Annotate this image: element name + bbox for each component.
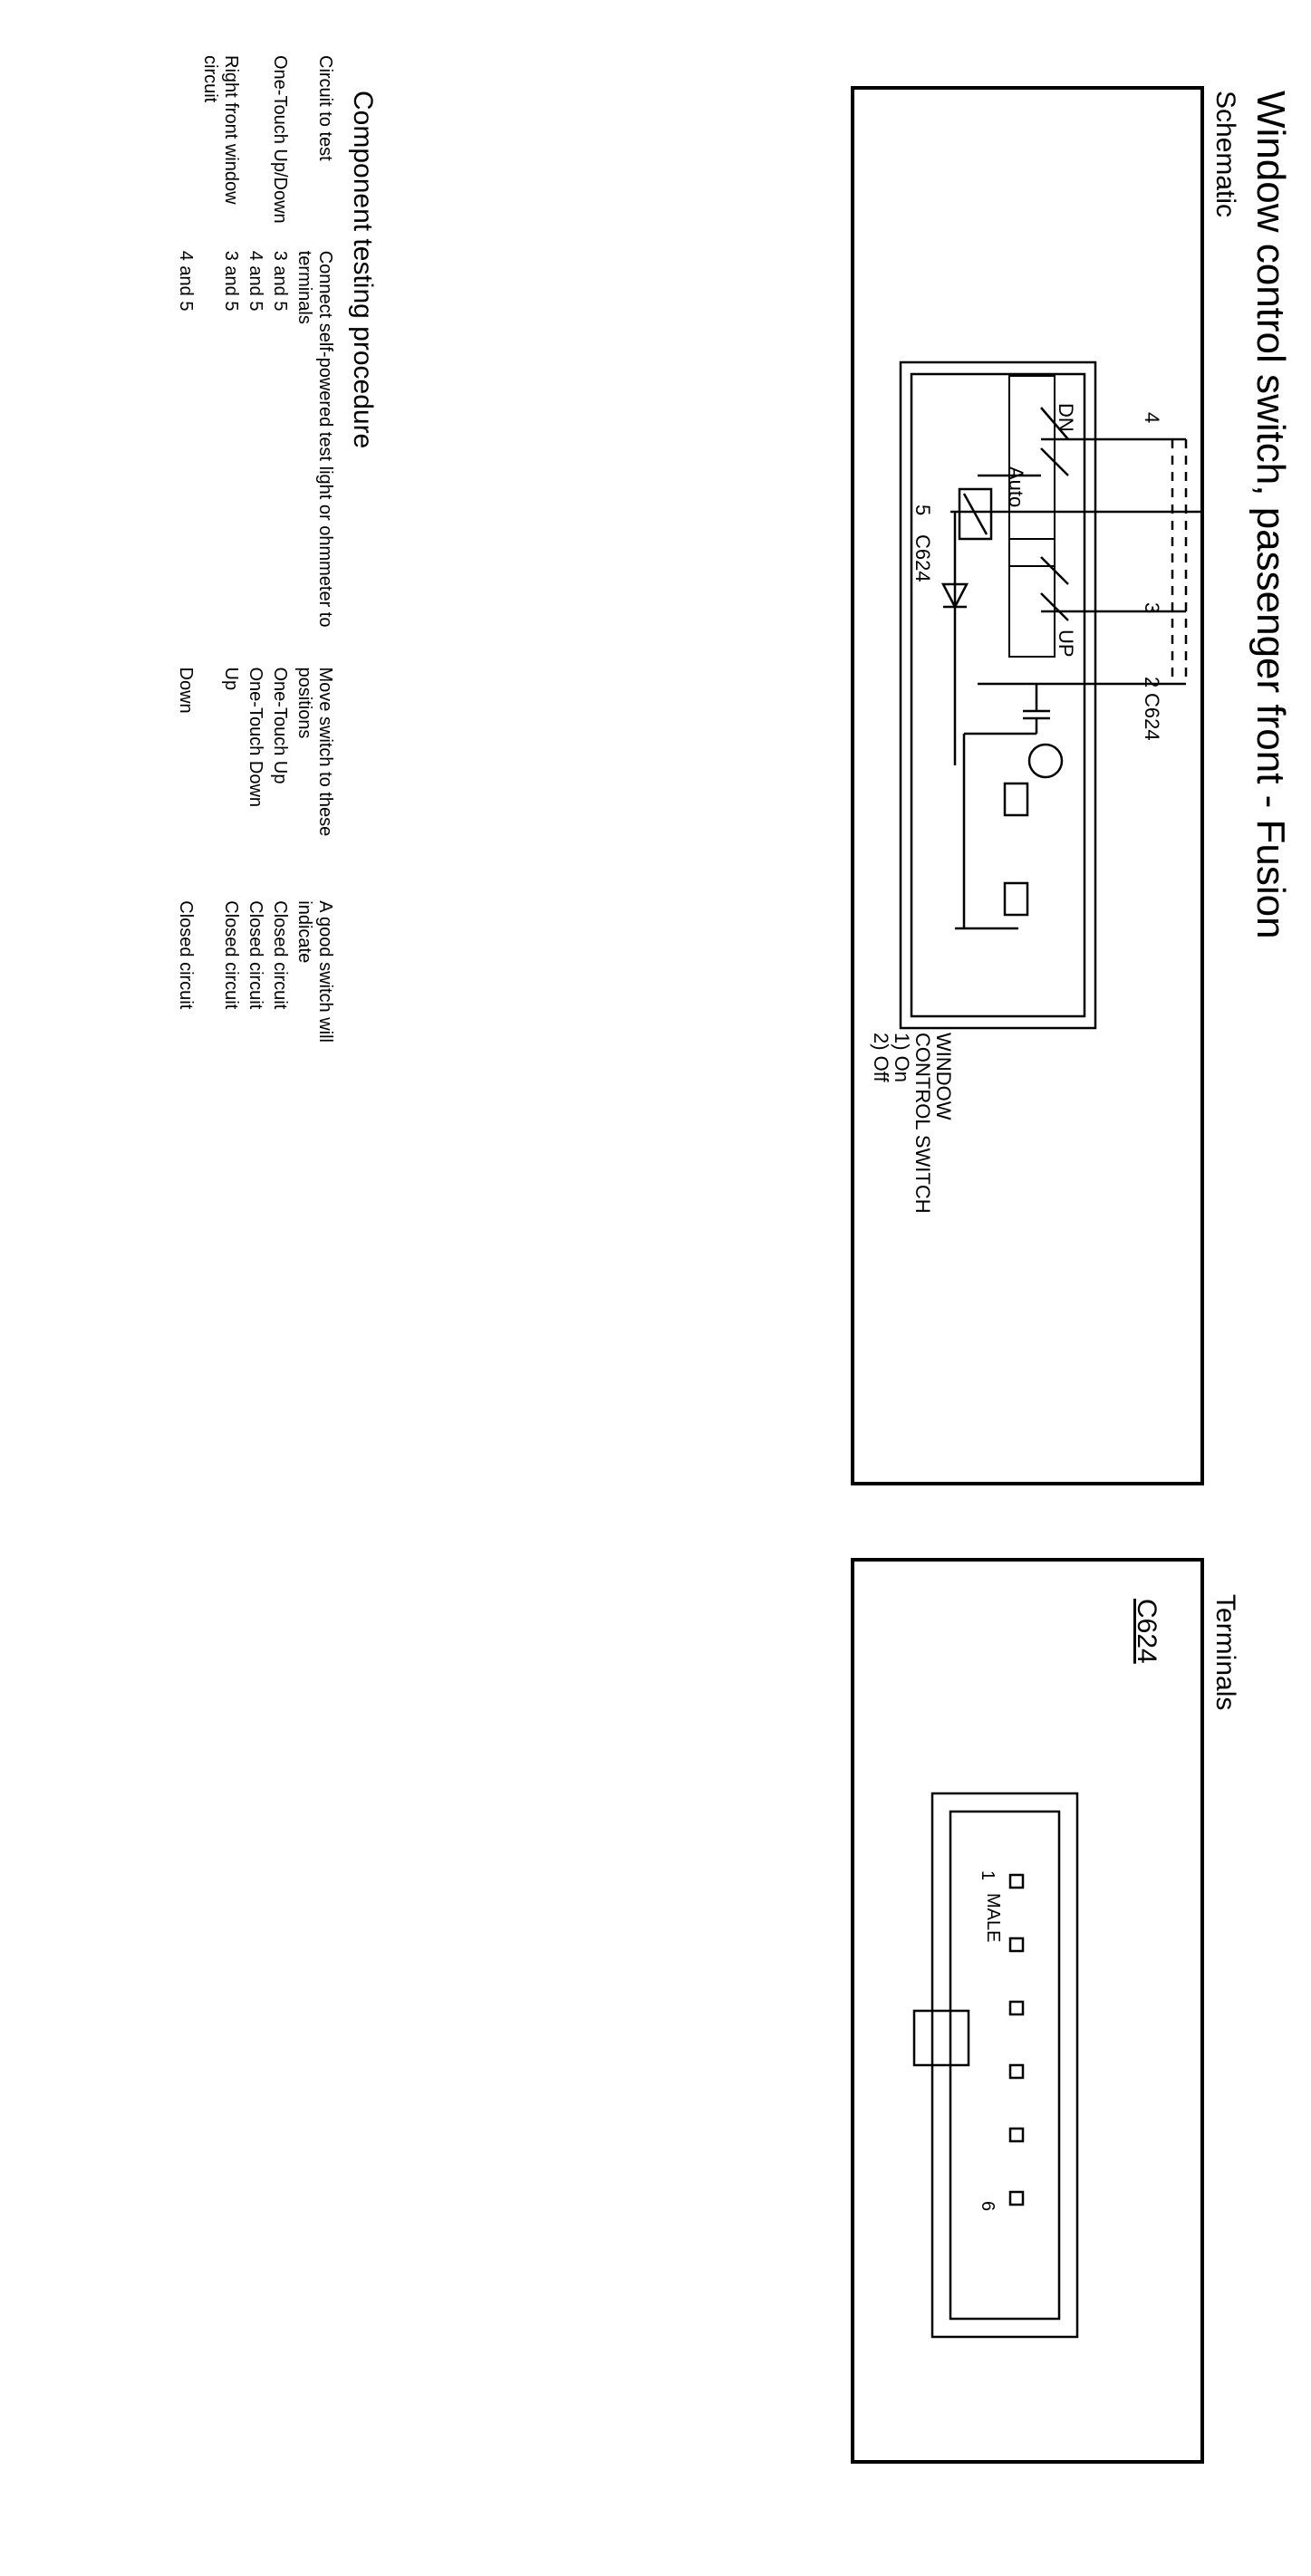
indicator-lamp (1029, 745, 1062, 777)
header-result: A good switch will indicate (294, 900, 335, 1043)
terminal-pin-2 (1010, 1938, 1023, 1951)
testing-table (173, 50, 337, 1096)
cell-position: One-Touch Up (270, 667, 290, 784)
resistor-1 (1005, 783, 1027, 815)
terminals-connector-id: C624 (1132, 1599, 1162, 1664)
cell-circuit: Right front window circuit (200, 55, 241, 205)
resistor-2 (1005, 883, 1027, 915)
cell-circuit (173, 50, 198, 245)
connector-label-top: C624 (911, 534, 934, 582)
cell-terminals: 4 and 5 (176, 250, 196, 312)
table-row (173, 50, 198, 1096)
cell-circuit (243, 50, 267, 245)
cell-result: Closed circuit (221, 900, 241, 1010)
testing-heading: Component testing procedure (348, 91, 378, 449)
cell-result: Closed circuit (246, 900, 265, 1010)
legend-line-3: 1) On (891, 1033, 913, 1083)
terminals-heading: Terminals (1210, 1594, 1240, 1711)
cell-terminals: 3 and 5 (221, 250, 241, 312)
legend-line-1: WINDOW (932, 1033, 955, 1120)
legend-line-2: CONTROL SWITCH (911, 1033, 934, 1214)
latch (914, 2011, 969, 2065)
table-row (267, 50, 292, 1096)
cell-terminals: 4 and 5 (246, 250, 265, 312)
cell-position: One-Touch Down (246, 667, 265, 808)
connector-label-bottom: C624 (1141, 693, 1163, 741)
schematic-heading: Schematic (1210, 91, 1240, 218)
terminal-number-6: 6 (978, 2201, 998, 2212)
terminal-pin-6 (1010, 2192, 1023, 2205)
terminal-number-1: 1 (978, 1870, 998, 1881)
header-terminals: Connect self-powered test light or ohmmeter to terminals (294, 250, 335, 628)
terminal-pin-5 (1010, 2129, 1023, 2141)
terminal-pin-1 (1010, 1875, 1023, 1888)
cell-result: Closed circuit (176, 900, 196, 1010)
cell-circuit: One-Touch Up/Down (270, 55, 290, 224)
table-row (198, 50, 243, 1096)
terminals-gender-label: MALE (983, 1893, 1003, 1943)
switch-label-auto: Auto (1005, 466, 1027, 508)
switch-housing-inner (911, 374, 1084, 1016)
cell-position: Up (221, 667, 241, 691)
terminal-pin-4 (1010, 2065, 1023, 2078)
terminals-connector-drawing (851, 1558, 1204, 2464)
pin-label-4: 4 (1141, 412, 1163, 424)
legend-line-4: 2) Off (870, 1033, 892, 1082)
switch-label-dn: DN (1055, 403, 1077, 432)
pin-label-5: 5 (911, 505, 934, 516)
switch-label-up: UP (1055, 630, 1077, 658)
pin-label-2: 2 (1141, 677, 1163, 688)
cell-position: Down (176, 667, 196, 714)
pin-label-3: 3 (1141, 602, 1163, 614)
table-row (243, 50, 267, 1096)
table-header-row (292, 50, 337, 1096)
schematic-diagram (851, 86, 1204, 1485)
header-position: Move switch to these positions (294, 667, 335, 837)
page-title: Window control switch, passenger front - Fusion (1248, 91, 1293, 939)
header-circuit: Circuit to test (315, 55, 335, 161)
cell-result: Closed circuit (270, 900, 290, 1010)
terminal-pin-3 (1010, 2002, 1023, 2014)
cell-terminals: 3 and 5 (270, 250, 290, 312)
